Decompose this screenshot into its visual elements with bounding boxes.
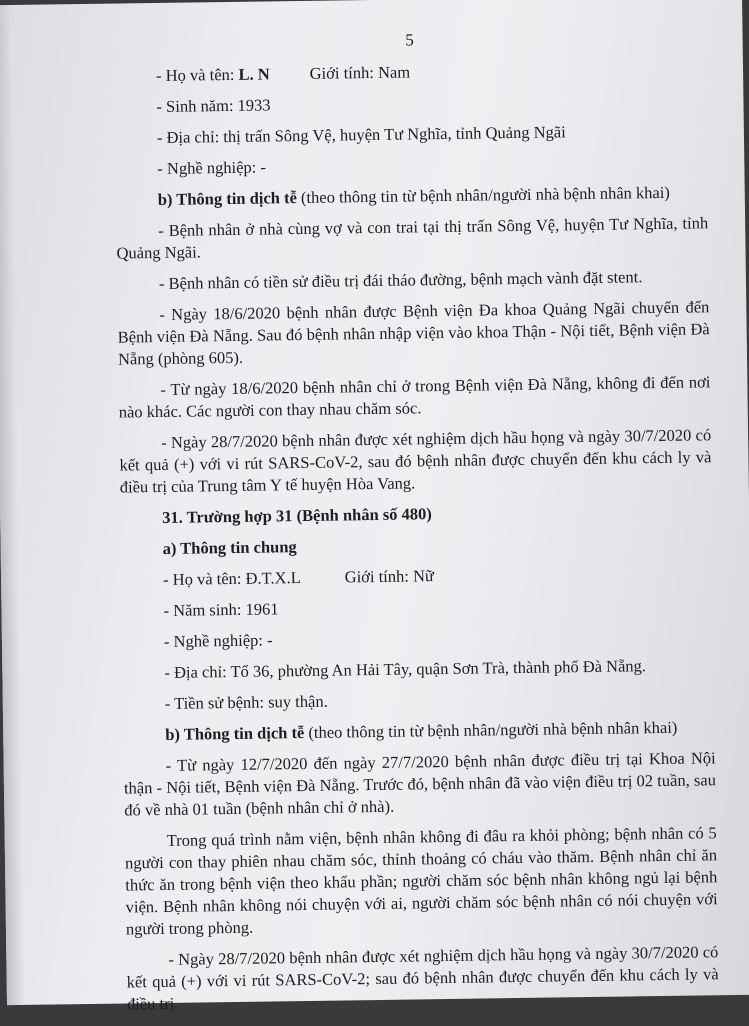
page-number: 5 (405, 30, 414, 50)
paragraph: - Ngày 18/6/2020 bệnh nhân được Bệnh viện Đa khoa Quảng Ngãi chuyển đến Bệnh viện Đà Nẵng. Sau đó bệnh nhân nhập viện vào khoa Thận - Nội tiết, Bệnh viện Đà Nẵng (phòng 605). (117, 297, 710, 369)
name-line (114, 57, 706, 87)
paragraph: - Bệnh nhân ở nhà cùng vợ và con trai tại thị trấn Sông Vệ, huyện Tư Nghĩa, tỉnh Quảng Ngãi. (116, 213, 709, 263)
paragraph: - Bệnh nhân có tiền sử điều trị đái tháo đường, bệnh mạch vành đặt stent. (158, 267, 643, 293)
name-value: L. N (238, 64, 270, 84)
paragraph: Trong quá trình nằm viện, bệnh nhân không đi đâu ra khỏi phòng; bệnh nhân có 5 người con thay phiên nhau chăm sóc, thỉnh thoảng có cháu vào thăm. Bệnh nhân chỉ ăn thức ăn trong bệnh viện theo khẩu phần; người chăm sóc bệnh nhân không ngủ lại bệnh viện. Bệnh nhân không nói chuyện với ai, người chăm sóc bệnh nhân có nói chuyện với người trong phòng. (124, 823, 718, 939)
address: - Địa chỉ: thị trấn Sông Vệ, huyện Tư Nghĩa, tỉnh Quảng Ngãi (156, 122, 566, 148)
occupation: - Nghề nghiệp: - (157, 157, 267, 178)
epi-heading (123, 716, 715, 746)
paragraph: - Ngày 28/7/2020 bệnh nhân được xét nghiệm dịch hầu họng và ngày 30/7/2020 có kết quả (+) với vi rút SARS-CoV-2, sau đó bệnh nhân được chuyển đến khu cách ly và điều trị của Trung tâm Y tế huyện Hòa Vang. (119, 425, 712, 497)
birth-year: - Năm sinh: 1961 (163, 599, 279, 620)
epi-heading (116, 181, 708, 211)
document-body (113, 25, 719, 1024)
case-heading: 31. Trường hợp 31 (Bệnh nhân số 480) (162, 504, 432, 527)
paragraph: - Ngày 28/7/2020 bệnh nhân được xét nghiệm dịch hầu họng và ngày 30/7/2020 có kết quả (+) với vi rút SARS-CoV-2; sau đó bệnh nhân được chuyển đến khu cách ly và điều trị. (126, 942, 719, 1014)
medical-history: - Tiền sử bệnh: suy thận. (164, 691, 328, 713)
epi-heading-rest: (theo thông tin từ bệnh nhân/người nhà bệnh nhân khai) (304, 717, 678, 743)
epi-heading-rest: (theo thông tin từ bệnh nhân/người nhà bệnh nhân khai) (296, 182, 670, 208)
name-label: - Họ và tên: (155, 64, 235, 86)
gender: Giới tính: Nữ (344, 566, 434, 587)
page-edge-shadow (0, 5, 25, 1005)
occupation: - Nghề nghiệp: - (163, 630, 273, 651)
epi-heading-bold: b) Thông tin dịch tễ (165, 723, 305, 744)
name-value: - Họ và tên: Đ.T.X.L (162, 568, 301, 589)
paragraph: - Từ ngày 12/7/2020 đến ngày 27/7/2020 bệnh nhân được điều trị tại Khoa Nội thận - Nội tiết, Bệnh viện Đà Nẵng. Trước đó, bệnh nhân đã vào viện điều trị 02 tuần, sau đó về nhà 01 tuần (bệnh nhân chỉ ở nhà). (123, 748, 717, 820)
general-info-heading: a) Thông tin chung (162, 537, 297, 558)
gender: Giới tính: Nam (309, 62, 411, 83)
epi-heading-bold: b) Thông tin dịch tễ (157, 188, 297, 209)
paragraph: - Từ ngày 18/6/2020 bệnh nhân chỉ ở trong Bệnh viện Đà Nẵng, không đi đến nơi nào khác. Các người con thay nhau chăm sóc. (118, 372, 711, 422)
name-line (121, 561, 713, 591)
birth-year: - Sinh năm: 1933 (156, 95, 271, 117)
address: - Địa chỉ: Tổ 36, phường An Hải Tây, quận Sơn Trà, thành phố Đà Nẵng. (164, 656, 647, 682)
